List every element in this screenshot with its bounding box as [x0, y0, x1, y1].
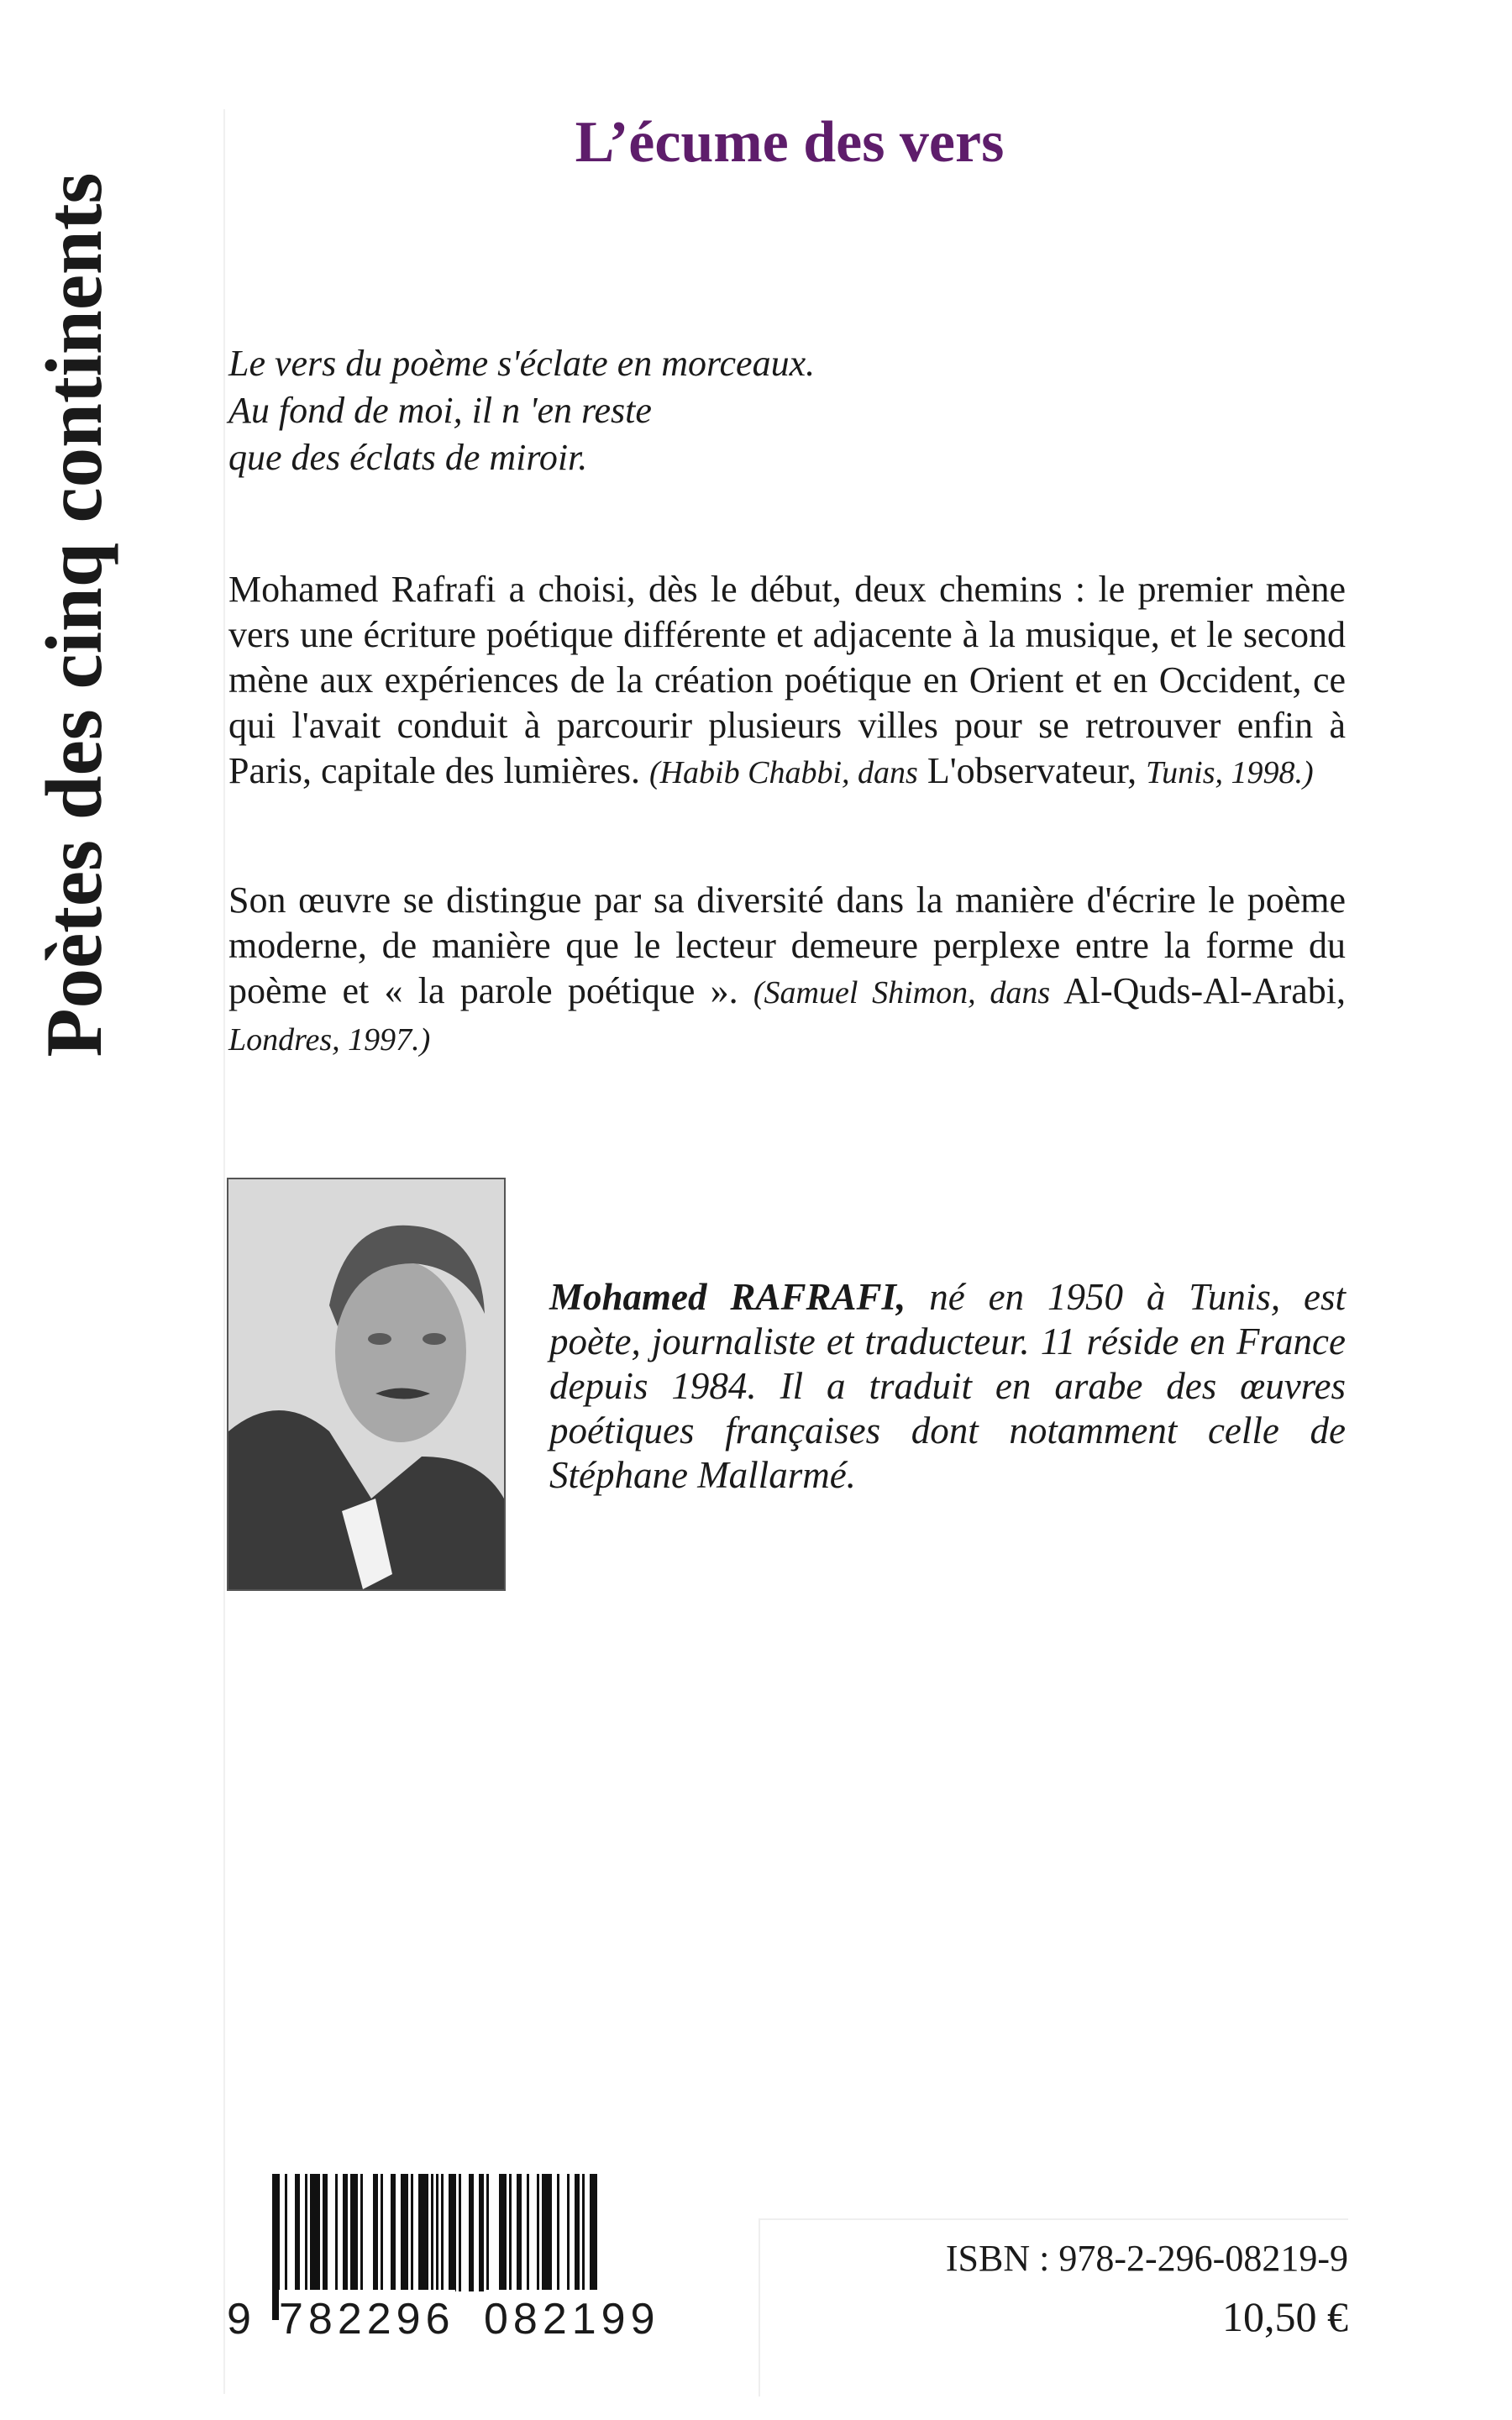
citation-source: Al-Quds-Al-Arabi,: [1063, 970, 1347, 1011]
barcode-bar: [343, 2174, 348, 2291]
barcode-bar: [509, 2174, 512, 2291]
spine-rule: [223, 109, 225, 2394]
citation-place: Tunis, 1998.): [1146, 755, 1314, 790]
author-name: Mohamed RAFRAFI,: [549, 1276, 906, 1318]
barcode-bar: [310, 2174, 320, 2291]
barcode-bar: [323, 2174, 328, 2291]
barcode-bar: [499, 2174, 507, 2291]
barcode-bar: [527, 2174, 529, 2291]
author-bio: [549, 1275, 1346, 1498]
barcode-bar: [391, 2174, 396, 2291]
barcode-bar: [411, 2174, 413, 2291]
barcode-bar: [350, 2174, 358, 2291]
epigraph-line: Le vers du poème s'éclate en morceaux.: [228, 343, 816, 384]
review-text: Son œuvre se distingue par sa diversité dans la manière d'écrire le poème moderne, de manière que le lecteur demeure perplexe entre la forme du poème et « la parole poétique ».: [228, 879, 1346, 1011]
citation-author: (Samuel Shimon, dans: [753, 975, 1051, 1011]
barcode-bar: [373, 2174, 378, 2291]
review-text: Mohamed Rafrafi a choisi, dès le début, deux chemins : le premier mène vers une écriture poétique différente et adjacente à la musique, et le second mène aux expériences de la création poétique en Orient et en Occident, ce qui l'avait conduit à parcourir plusieurs villes pour se retrouver enfin à Paris, capitale des lumières.: [228, 569, 1346, 791]
citation-place: Londres, 1997.): [228, 1022, 431, 1058]
barcode-bar: [401, 2174, 408, 2291]
barcode-bar: [537, 2174, 539, 2291]
barcode-digits: [227, 2290, 669, 2349]
price-box: [759, 2218, 1348, 2396]
barcode-bar: [479, 2174, 484, 2291]
barcode-bar: [557, 2174, 559, 2291]
barcode-bar: [575, 2174, 580, 2291]
bio-text: né en 1950 à Tunis, est poète, journaliste et traducteur. 11 réside en France depuis 1984. Il a traduit en arabe des œuvres poétiques françaises dont notamment celle de Stéphane Mallarmé.: [549, 1276, 1346, 1496]
barcode-bar: [517, 2174, 522, 2291]
barcode-bar: [381, 2174, 383, 2291]
isbn: ISBN : 978-2-296-08219-9: [945, 2238, 1348, 2279]
citation-source: L'observateur,: [927, 750, 1137, 791]
barcode-bar: [360, 2174, 363, 2291]
barcode-bar: [441, 2174, 444, 2291]
barcode-right-digits: 082199: [484, 2290, 660, 2349]
epigraph-line: Au fond de moi, il n 'en reste: [228, 390, 652, 431]
collection-name: Poètes des cinq continents: [29, 172, 118, 1058]
review-paragraph-1: [228, 567, 1346, 795]
barcode-bar: [305, 2174, 307, 2291]
barcode-bar: [567, 2174, 570, 2291]
barcode-bar: [459, 2174, 461, 2291]
author-photo: [227, 1178, 506, 1591]
barcode-bar: [449, 2174, 456, 2291]
epigraph: [228, 340, 900, 481]
barcode-bar: [469, 2174, 474, 2291]
barcode-bar: [335, 2174, 338, 2291]
barcode-lead-digit: 9: [227, 2290, 251, 2349]
epigraph-line: que des éclats de miroir.: [228, 437, 588, 478]
citation-author: (Habib Chabbi, dans: [648, 755, 918, 790]
barcode-bar: [295, 2174, 300, 2291]
price: 10,50 €: [1222, 2293, 1348, 2340]
barcode-bar: [486, 2174, 489, 2291]
barcode-left-digits: 782296: [279, 2290, 455, 2349]
review-paragraph-2: [228, 878, 1346, 1063]
barcode-bar: [542, 2174, 552, 2291]
book-title: L’écume des vers: [575, 110, 1005, 175]
barcode-bar: [418, 2174, 428, 2291]
